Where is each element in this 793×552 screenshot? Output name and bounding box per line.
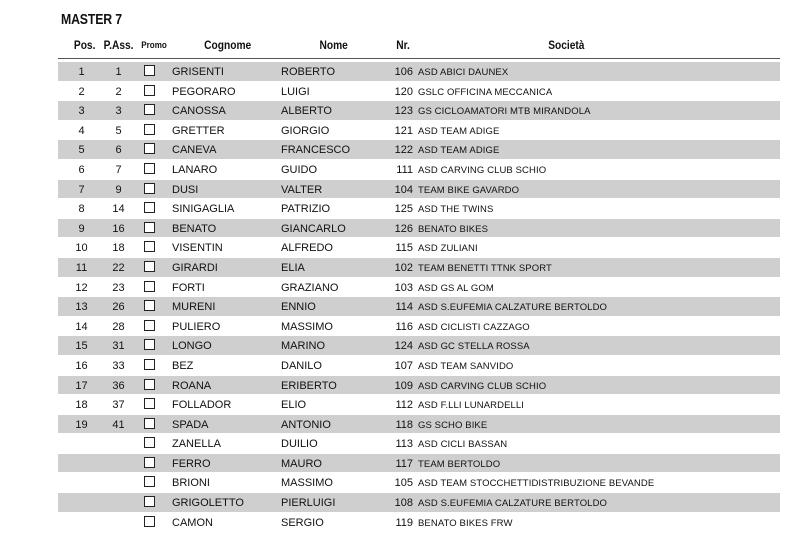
row-pass: 26 <box>112 301 125 314</box>
promo-checkbox[interactable] <box>144 183 155 194</box>
row-societa: GSLC OFFICINA MECCANICA <box>418 86 553 98</box>
row-nr: 123 <box>394 105 413 118</box>
row-societa: ASD THE TWINS <box>418 204 494 216</box>
table-header <box>0 38 793 56</box>
row-pass: 7 <box>115 163 122 176</box>
row-nome: ROBERTO <box>281 66 335 78</box>
table-row <box>58 121 780 141</box>
row-nr: 126 <box>394 222 413 235</box>
row-societa: ASD ABICI DAUNEX <box>418 67 509 78</box>
row-pass: 37 <box>112 399 125 412</box>
row-nr: 121 <box>394 124 413 137</box>
promo-checkbox[interactable] <box>144 496 155 507</box>
row-pos: 5 <box>78 144 85 157</box>
row-nome: GIORGIO <box>281 124 330 137</box>
row-pass: 3 <box>115 105 122 118</box>
promo-checkbox[interactable] <box>144 320 155 331</box>
row-nome: PIERLUIGI <box>281 497 336 510</box>
table-row <box>58 415 780 435</box>
row-nome: ENNIO <box>281 301 316 314</box>
table-row <box>58 238 780 258</box>
row-pass: 33 <box>112 359 125 372</box>
row-societa: TEAM BERTOLDO <box>418 458 501 470</box>
row-nr: 119 <box>395 516 413 529</box>
row-nome: MASSIMO <box>281 320 333 333</box>
header-societa: Società <box>548 38 585 52</box>
row-cognome: CANOSSA <box>172 105 226 118</box>
row-nr: 104 <box>394 183 413 196</box>
row-nr: 122 <box>394 144 413 157</box>
promo-checkbox[interactable] <box>144 241 155 252</box>
table-row <box>58 297 780 317</box>
row-societa: ASD TEAM SANVIDO <box>418 360 514 372</box>
table-row <box>58 219 780 239</box>
row-cognome: SINIGAGLIA <box>172 203 235 216</box>
table-row <box>58 454 780 474</box>
row-cognome: DUSI <box>172 183 199 196</box>
row-nr: 120 <box>394 85 413 98</box>
row-pass: 2 <box>115 85 122 98</box>
header-pos: Pos. <box>73 38 96 52</box>
row-societa: BENATO BIKES FRW <box>418 517 513 529</box>
row-nr: 106 <box>394 66 413 78</box>
row-nome: MARINO <box>281 340 325 353</box>
row-societa: ASD CARVING CLUB SCHIO <box>418 380 547 392</box>
row-societa: ASD TEAM ADIGE <box>418 145 500 157</box>
row-nome: DANILO <box>281 359 322 372</box>
row-cognome: CAMON <box>172 516 213 529</box>
row-nome: PATRIZIO <box>281 203 331 216</box>
row-nome: FRANCESCO <box>281 144 351 157</box>
row-cognome: MURENI <box>172 301 216 314</box>
table-row <box>58 278 780 298</box>
row-societa: ASD TEAM STOCCHETTIDISTRIBUZIONE BEVANDE <box>418 478 655 490</box>
row-pass: 9 <box>115 183 122 196</box>
row-nome: DUILIO <box>281 438 318 451</box>
table-row <box>58 493 780 513</box>
row-societa: ASD F.LLI LUNARDELLI <box>418 400 525 412</box>
row-cognome: PEGORARO <box>172 85 236 98</box>
row-societa: ASD S.EUFEMIA CALZATURE BERTOLDO <box>418 302 608 314</box>
row-societa: ASD CICLI BASSAN <box>418 439 508 451</box>
table-row <box>58 160 780 180</box>
row-pass: 36 <box>112 379 125 392</box>
promo-checkbox[interactable] <box>144 163 155 174</box>
row-nr: 115 <box>395 242 413 255</box>
results-table <box>58 62 780 532</box>
row-nome: GUIDO <box>281 163 318 176</box>
row-nr: 105 <box>394 477 413 490</box>
promo-checkbox[interactable] <box>144 418 155 429</box>
row-pos: 12 <box>75 281 88 294</box>
row-pos: 16 <box>75 359 88 372</box>
table-row <box>58 101 780 121</box>
table-row <box>58 199 780 219</box>
row-cognome: VISENTIN <box>172 242 223 255</box>
row-pass: 31 <box>112 340 125 353</box>
row-cognome: GRISENTI <box>172 66 224 78</box>
row-pass: 28 <box>112 320 125 333</box>
table-row <box>58 395 780 415</box>
table-row <box>58 434 780 454</box>
promo-checkbox[interactable] <box>144 222 155 233</box>
row-pass: 22 <box>112 261 125 274</box>
row-nome: ERIBERTO <box>281 379 337 392</box>
row-pos: 15 <box>75 340 88 353</box>
row-pass: 1 <box>115 66 122 78</box>
row-cognome: ROANA <box>172 379 212 392</box>
row-nr: 116 <box>395 320 413 333</box>
header-nr: Nr. <box>396 38 410 52</box>
row-nr: 108 <box>394 497 413 510</box>
row-nr: 102 <box>394 261 413 274</box>
row-cognome: BENATO <box>172 222 217 235</box>
table-row <box>58 356 780 376</box>
promo-checkbox[interactable] <box>144 398 155 409</box>
row-pos: 19 <box>75 418 88 431</box>
row-cognome: FERRO <box>172 457 211 470</box>
row-nr: 107 <box>394 359 413 372</box>
row-cognome: ZANELLA <box>172 438 221 451</box>
row-cognome: GIRARDI <box>172 261 218 274</box>
table-row <box>58 82 780 102</box>
table-row <box>58 473 780 493</box>
table-row <box>58 62 780 82</box>
row-cognome: LONGO <box>172 340 212 353</box>
row-pos: 14 <box>75 320 88 333</box>
promo-checkbox[interactable] <box>144 300 155 311</box>
row-pos: 10 <box>75 242 88 255</box>
row-nome: MAURO <box>281 457 322 470</box>
row-pos: 4 <box>78 124 85 137</box>
row-cognome: BEZ <box>172 359 194 372</box>
row-nome: MASSIMO <box>281 477 333 490</box>
table-row <box>58 317 780 337</box>
header-cognome: Cognome <box>204 38 252 52</box>
row-nr: 117 <box>395 457 413 470</box>
row-nr: 109 <box>394 379 413 392</box>
row-societa: ASD CICLISTI CAZZAGO <box>418 321 530 333</box>
table-row <box>58 513 780 533</box>
row-pos: 11 <box>75 261 88 274</box>
row-pos: 9 <box>78 222 85 235</box>
row-cognome: GRETTER <box>172 124 225 137</box>
promo-checkbox[interactable] <box>144 85 155 96</box>
row-pos: 13 <box>75 301 88 314</box>
row-pos: 7 <box>78 183 85 196</box>
header-nome: Nome <box>319 38 348 52</box>
row-societa: TEAM BENETTI TTNK SPORT <box>418 262 552 274</box>
promo-checkbox[interactable] <box>144 437 155 448</box>
row-societa: ASD ZULIANI <box>418 243 478 255</box>
promo-checkbox[interactable] <box>144 281 155 292</box>
row-nr: 111 <box>396 163 413 176</box>
promo-checkbox[interactable] <box>144 202 155 213</box>
row-nr: 112 <box>395 399 413 412</box>
promo-checkbox[interactable] <box>144 261 155 272</box>
row-societa: ASD GS AL GOM <box>418 282 494 294</box>
table-row <box>58 140 780 160</box>
promo-checkbox[interactable] <box>144 339 155 350</box>
row-pos: 1 <box>78 66 85 78</box>
row-pass: 23 <box>112 281 125 294</box>
row-cognome: GRIGOLETTO <box>172 497 244 510</box>
row-pass: 5 <box>115 124 122 137</box>
row-nome: ELIO <box>281 399 307 412</box>
row-pos: 2 <box>78 85 85 98</box>
row-nome: ELIA <box>281 261 305 274</box>
row-nome: SERGIO <box>281 516 324 529</box>
row-societa: GS CICLOAMATORI MTB MIRANDOLA <box>418 106 591 118</box>
promo-checkbox[interactable] <box>144 379 155 390</box>
promo-checkbox[interactable] <box>144 65 155 76</box>
row-pass: 16 <box>112 222 125 235</box>
row-nr: 118 <box>395 418 413 431</box>
row-nr: 125 <box>394 203 413 216</box>
header-promo: Promo <box>141 40 167 51</box>
row-nr: 113 <box>395 438 413 451</box>
row-pos: 3 <box>78 105 85 118</box>
row-cognome: SPADA <box>172 418 209 431</box>
row-nome: LUIGI <box>281 85 310 98</box>
row-pos: 17 <box>75 379 88 392</box>
table-row <box>58 258 780 278</box>
row-nome: ALFREDO <box>281 242 333 255</box>
row-cognome: PULIERO <box>172 320 221 333</box>
row-cognome: LANARO <box>172 163 218 176</box>
row-nome: ANTONIO <box>281 418 331 431</box>
promo-checkbox[interactable] <box>144 104 155 115</box>
table-row <box>58 336 780 356</box>
promo-checkbox[interactable] <box>144 143 155 154</box>
row-nome: GRAZIANO <box>281 281 339 294</box>
row-societa: TEAM BIKE GAVARDO <box>418 184 520 196</box>
table-row <box>58 180 780 200</box>
row-pos: 8 <box>78 203 85 216</box>
promo-checkbox[interactable] <box>144 516 155 527</box>
promo-checkbox[interactable] <box>144 359 155 370</box>
row-nr: 103 <box>394 281 413 294</box>
promo-checkbox[interactable] <box>144 457 155 468</box>
row-cognome: BRIONI <box>172 477 210 490</box>
row-nr: 124 <box>394 340 413 353</box>
row-nome: GIANCARLO <box>281 222 346 235</box>
header-pass: P.Ass. <box>103 38 134 52</box>
row-societa: BENATO BIKES <box>418 223 489 235</box>
row-cognome: FOLLADOR <box>172 399 232 412</box>
row-societa: ASD CARVING CLUB SCHIO <box>418 164 547 176</box>
row-cognome: FORTI <box>172 281 205 294</box>
row-nome: VALTER <box>281 183 323 196</box>
row-nome: ALBERTO <box>281 105 332 118</box>
row-pass: 18 <box>112 242 125 255</box>
table-row <box>58 376 780 396</box>
row-societa: ASD GC STELLA ROSSA <box>418 341 530 353</box>
row-societa: ASD S.EUFEMIA CALZATURE BERTOLDO <box>418 498 608 510</box>
header-divider <box>58 58 780 59</box>
row-pos: 18 <box>75 399 88 412</box>
row-cognome: CANEVA <box>172 144 217 157</box>
page-title: MASTER 7 <box>61 11 122 28</box>
promo-checkbox[interactable] <box>144 124 155 135</box>
row-pass: 6 <box>115 144 122 157</box>
row-societa: GS SCHO BIKE <box>418 419 488 431</box>
row-pos: 6 <box>78 163 85 176</box>
row-pass: 41 <box>112 418 125 431</box>
row-societa: ASD TEAM ADIGE <box>418 125 500 137</box>
promo-checkbox[interactable] <box>144 476 155 487</box>
row-nr: 114 <box>395 301 413 314</box>
row-pass: 14 <box>112 203 125 216</box>
